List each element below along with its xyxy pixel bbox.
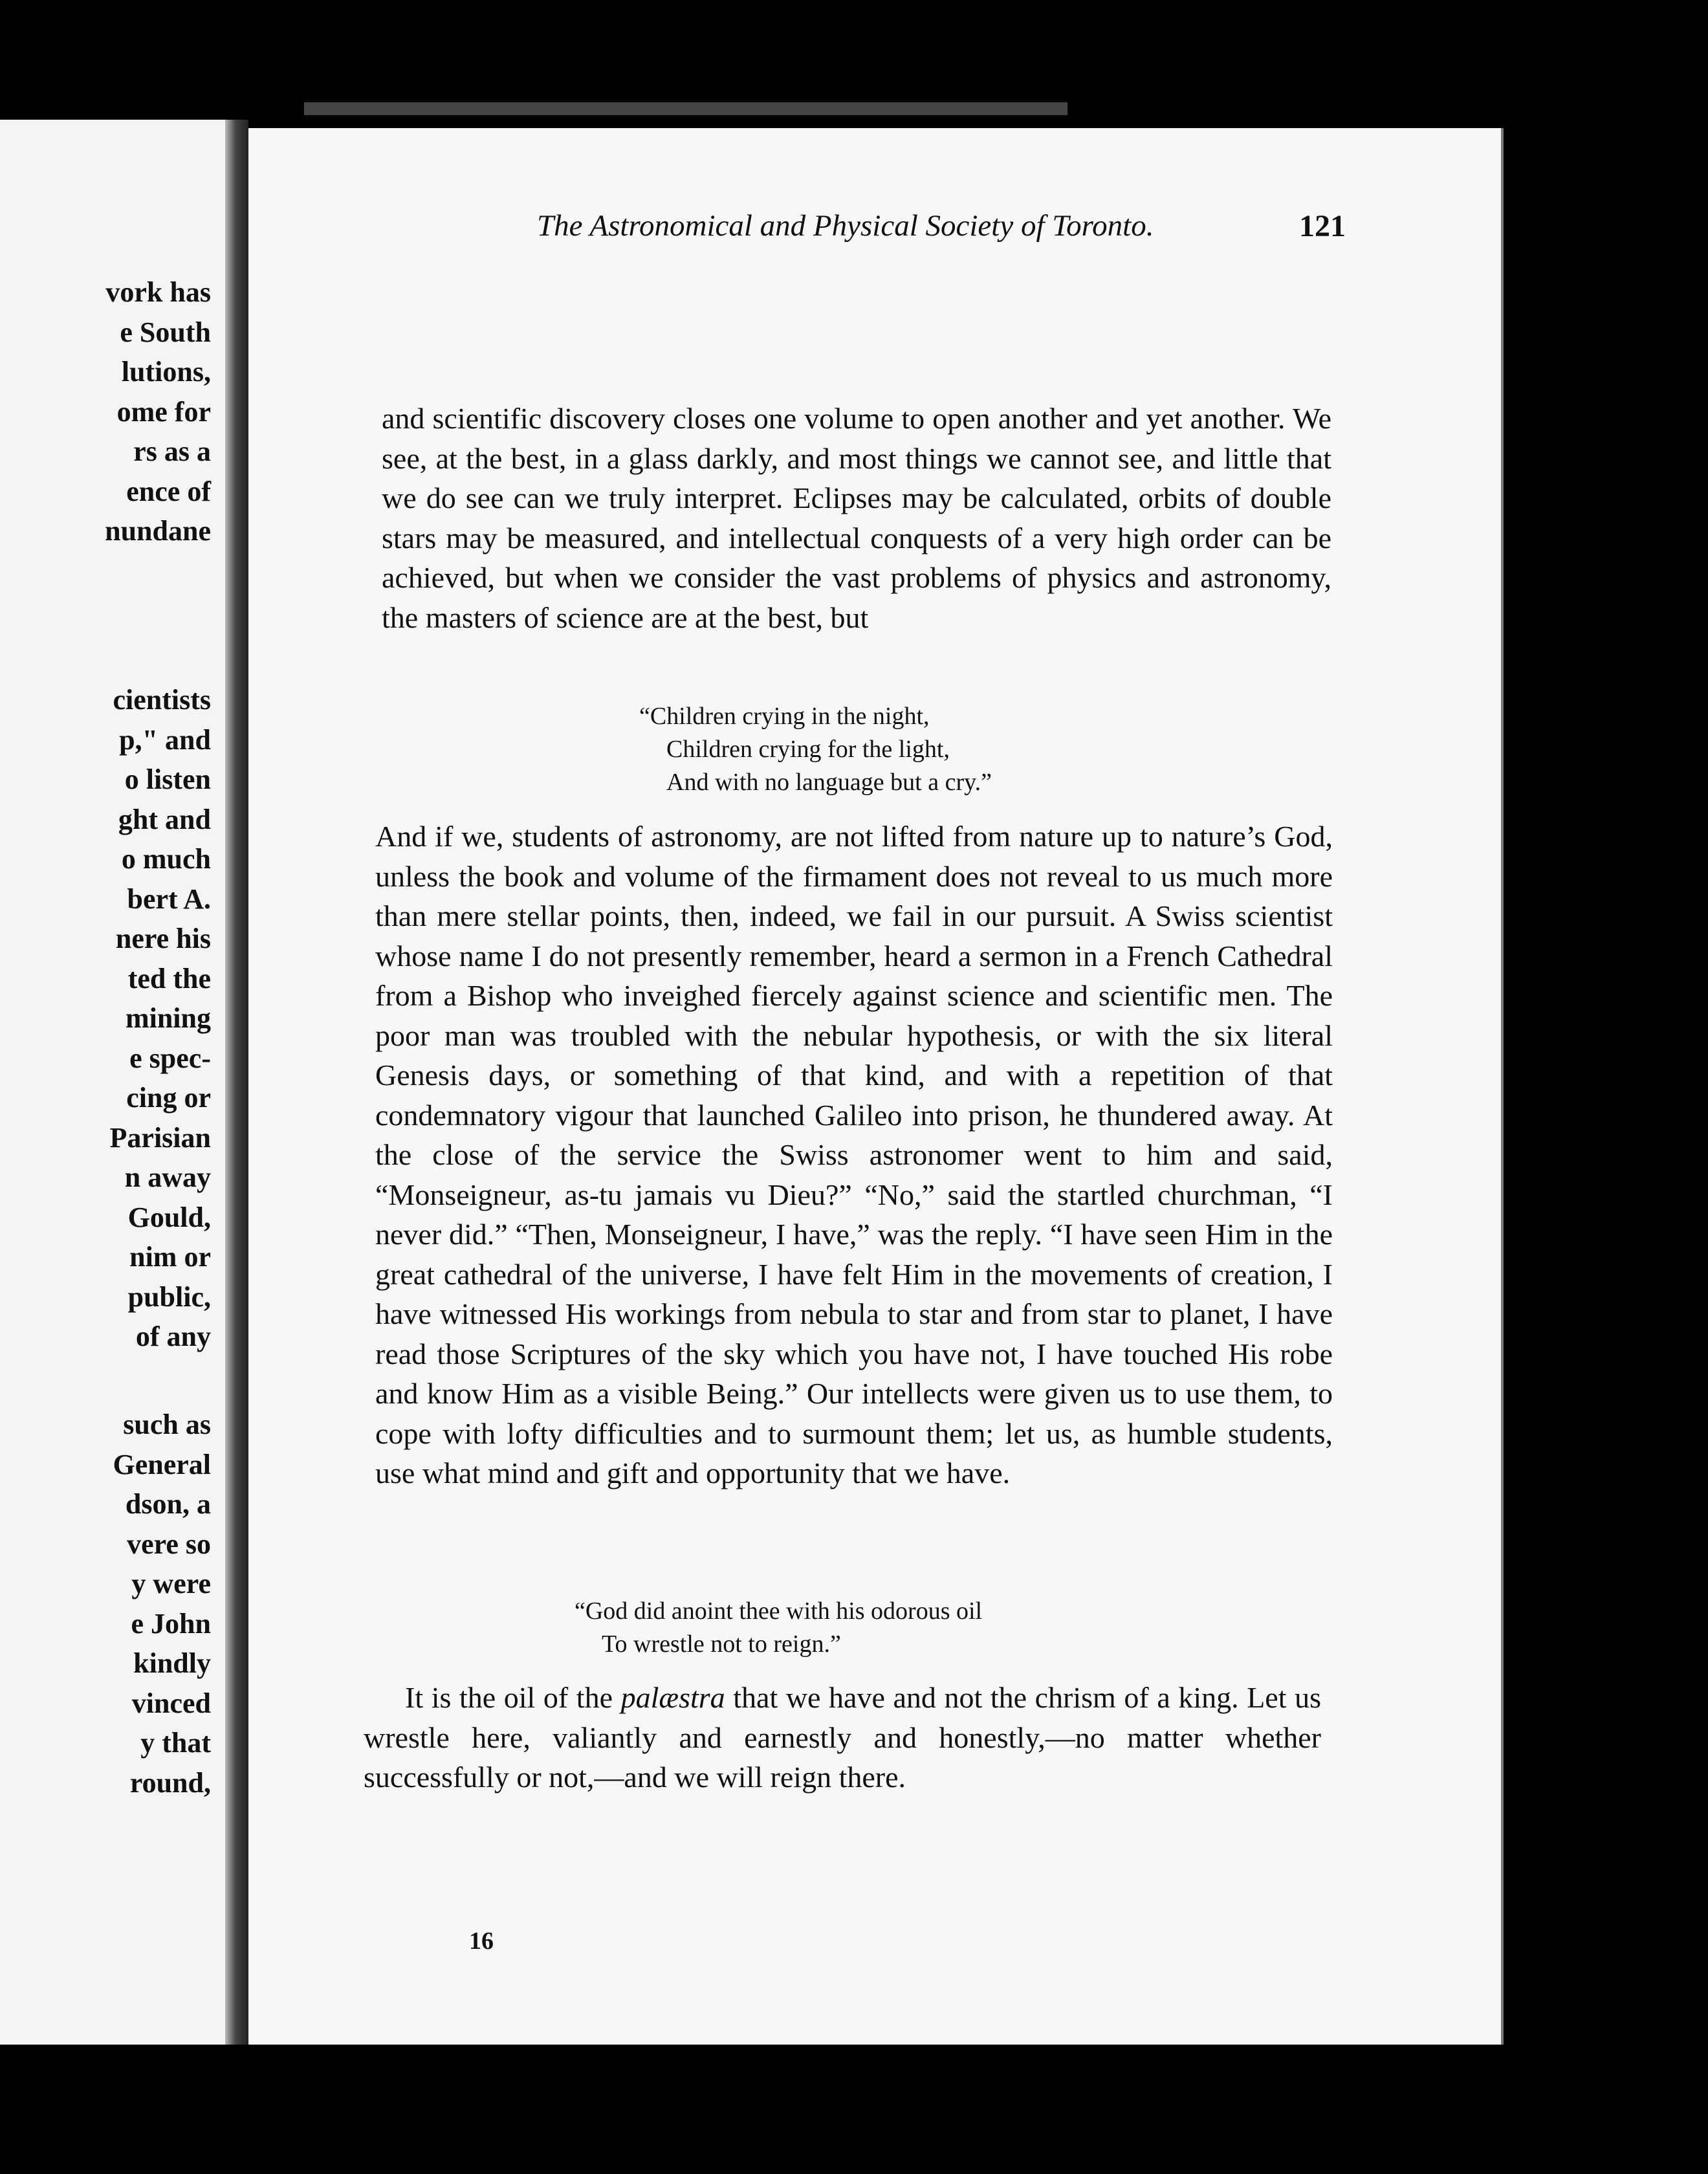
left-page-line: e spec-: [129, 1042, 211, 1074]
paragraph-3-end: that we have and not the chrism of a king. Let us wrestle here, valiantly and earnestly and honestly,—no matter whether successfully or not,—and we will reign there.: [364, 1681, 1321, 1794]
left-page-line: n away: [124, 1161, 211, 1193]
left-page-line: y were: [131, 1568, 211, 1599]
left-page-line: ted the: [127, 962, 211, 994]
left-page-line: ght and: [118, 803, 211, 835]
left-page-line: nere his: [115, 923, 211, 954]
left-page-line: bert A.: [127, 883, 211, 915]
left-page-line: dson, a: [125, 1488, 211, 1520]
left-page-line: General: [113, 1448, 211, 1480]
verse-line: Children crying for the light,: [666, 736, 950, 763]
paragraph-3: [364, 1678, 1321, 1797]
left-page-line: such as: [123, 1409, 211, 1440]
left-page-line: rs as a: [133, 435, 211, 467]
left-page-line: ome for: [116, 395, 211, 428]
left-page-line: cientists: [113, 684, 211, 716]
left-page-line: y that: [140, 1727, 211, 1759]
signature-mark: 16: [469, 1927, 494, 1955]
verse-line: “Children crying in the night,: [639, 703, 930, 730]
left-page-line: mining: [125, 1002, 211, 1034]
page-number: 121: [1299, 209, 1346, 243]
verse-quote-2: [575, 1595, 982, 1661]
running-header: [285, 208, 1346, 254]
left-facing-page: [0, 120, 225, 2045]
left-page-line: of any: [135, 1321, 211, 1352]
left-page-line: lutions,: [121, 356, 211, 388]
verse-quote-1: [639, 700, 992, 799]
verse-line: And with no language but a cry.”: [666, 769, 992, 796]
left-page-line: round,: [129, 1766, 211, 1799]
page-right-edge: [1501, 128, 1504, 2045]
left-page-line: vere so: [127, 1528, 211, 1560]
italic-term: palæstra: [620, 1681, 725, 1714]
left-page-line: o listen: [124, 763, 211, 795]
running-title: The Astronomical and Physical Society of Toronto.: [537, 209, 1154, 243]
left-page-line: Gould,: [127, 1201, 211, 1233]
left-page-line: kindly: [133, 1647, 211, 1679]
page-top-shadow: [304, 102, 1068, 115]
left-page-line: e South: [120, 316, 211, 348]
verse-line: To wrestle not to reign.”: [602, 1630, 841, 1658]
paragraph-1: and scientific discovery closes one volume to open another and yet another. We see, at the best, in a glass darkly, and most things we cannot see, and little that we do see can we truly interpret. Eclipses may be calculated, orbits of double stars may be measured, and intellectual conquests of a very high order can be achieved, but when we consider the vast problems of physics and astronomy, the masters of science are at the best, but: [382, 402, 1331, 634]
book-gutter: [225, 120, 248, 2045]
left-page-line: o much: [121, 843, 211, 875]
left-page-line: public,: [127, 1280, 211, 1313]
left-page-line: Parisian: [109, 1121, 211, 1154]
paragraph-3-start: It is the oil of the: [405, 1681, 621, 1714]
left-page-line: ence of: [126, 475, 211, 507]
left-page-line: p," and: [119, 723, 211, 756]
paragraph-2: And if we, students of astronomy, are not lifted from nature up to nature’s God, unless the book and volume of the firmament does not reveal to us much more than mere stellar points, then, indeed, we fail in our pursuit. A Swiss scientist whose name I do not presently remember, heard a sermon in a French Cathedral from a Bishop who inveighed fiercely against science and scientific men. The poor man was troubled with the nebular hypothesis, or with the six literal Genesis days, or something of that kind, and with a repetition of that condemnatory vigour that launched Galileo into prison, he thundered away. At the close of the service the Swiss astronomer went to him and said, “Monseigneur, as-tu jamais vu Dieu?” “No,” said the startled churchman, “I never did.” “Then, Monseigneur, I have,” was the reply. “I have seen Him in the great cathedral of the universe, I have felt Him in the movements of creation, I have witnessed His workings from nebula to star and from star to planet, I have read those Scriptures of the sky which you have not, I have touched His robe and know Him as a visible Being.” Our intellects were given us to use them, to cope with lofty difficulties and to surmount them; let us, as humble students, use what mind and gift and opportunity that we have.: [375, 820, 1333, 1489]
left-page-line: nim or: [129, 1241, 211, 1273]
verse-line: “God did anoint thee with his odorous oil: [575, 1598, 983, 1625]
left-page-line: vinced: [131, 1687, 211, 1719]
left-page-line: cing or: [126, 1082, 211, 1114]
left-page-line: nundane: [105, 515, 211, 547]
left-page-line: e John: [131, 1607, 211, 1640]
left-page-line: vork has: [105, 276, 211, 308]
